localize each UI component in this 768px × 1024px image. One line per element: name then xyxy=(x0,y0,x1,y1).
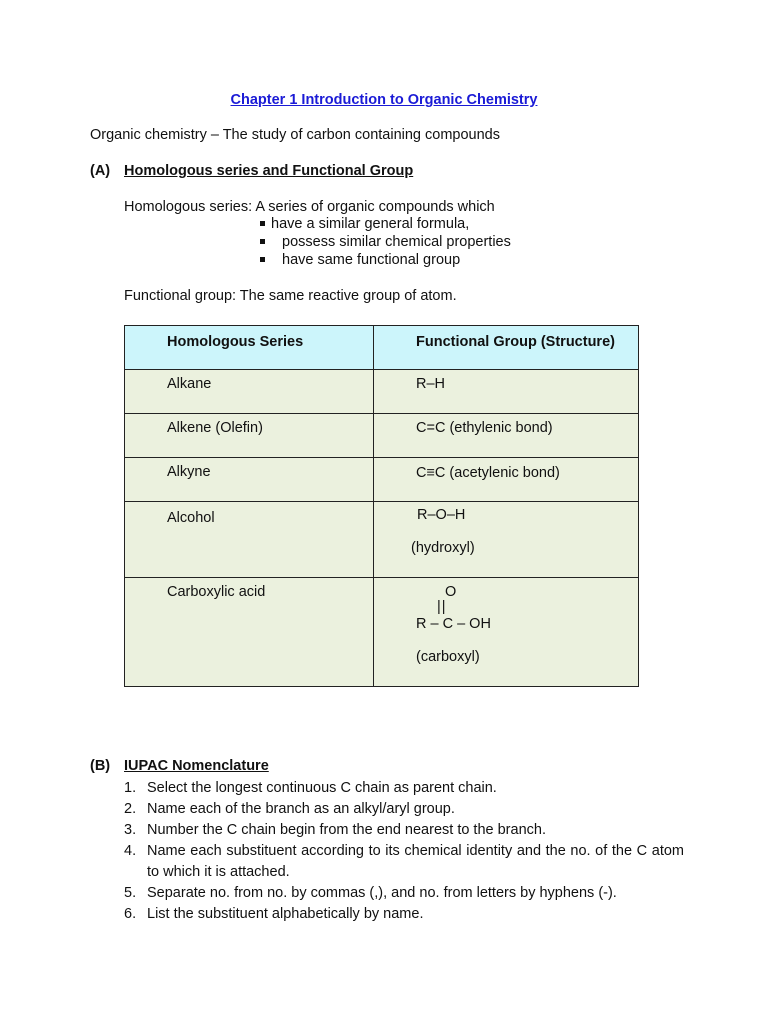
list-number: 3. xyxy=(124,822,137,838)
list-text: Select the longest continuous C chain as parent chain. xyxy=(147,780,497,796)
homologous-series-table xyxy=(124,325,639,687)
list-number: 5. xyxy=(124,885,137,901)
group-cell: R–O–H xyxy=(417,507,466,523)
bullet-text: have same functional group xyxy=(282,252,461,268)
list-text: Separate no. from no. by commas (,), and no. from letters by hyphens (-). xyxy=(147,885,617,901)
bullet-item xyxy=(260,216,469,232)
column-header: Homologous Series xyxy=(167,334,304,350)
bullet-text: possess similar chemical properties xyxy=(282,234,511,250)
section-a-heading xyxy=(90,163,414,179)
bullet-item xyxy=(260,252,460,268)
double-bond: || xyxy=(437,599,447,615)
list-item xyxy=(124,841,684,883)
group-cell: C≡C (acetylenic bond) xyxy=(416,465,560,481)
group-name: (carboxyl) xyxy=(416,649,480,665)
table-row xyxy=(125,458,639,502)
list-text: Number the C chain begin from the end nearest to the branch. xyxy=(147,822,546,838)
list-text: List the substituent alphabetically by name. xyxy=(147,906,424,922)
square-bullet-icon xyxy=(260,221,265,226)
list-item xyxy=(124,883,684,904)
group-name: (hydroxyl) xyxy=(411,540,475,556)
bullet-text: have a similar general formula, xyxy=(271,216,470,232)
table-header-row xyxy=(125,326,639,370)
series-cell: Alkane xyxy=(167,376,212,392)
list-number: 2. xyxy=(124,801,137,817)
iupac-rules-list xyxy=(124,778,684,925)
section-b-label: (B) xyxy=(90,758,111,774)
list-number: 1. xyxy=(124,780,137,796)
list-item xyxy=(124,799,684,820)
section-a-title: Homologous series and Functional Group xyxy=(124,163,414,179)
table-row xyxy=(125,370,639,414)
table-row xyxy=(125,414,639,458)
table-row xyxy=(125,502,639,578)
table-row xyxy=(125,578,639,687)
homologous-intro: Homologous series: A series of organic compounds which xyxy=(124,199,495,215)
page-title: Chapter 1 Introduction to Organic Chemistry xyxy=(230,92,538,108)
series-cell: Alcohol xyxy=(167,510,215,526)
list-text: Name each of the branch as an alkyl/aryl group. xyxy=(147,801,455,817)
section-a-label: (A) xyxy=(90,163,111,179)
definition-text: Organic chemistry – The study of carbon containing compounds xyxy=(90,127,500,143)
group-cell: R – C – OH xyxy=(416,616,491,632)
group-cell: C=C (ethylenic bond) xyxy=(416,420,553,436)
bullet-item xyxy=(260,234,511,250)
series-cell: Alkyne xyxy=(167,464,211,480)
carbonyl-oxygen: O xyxy=(445,584,457,600)
list-number: 4. xyxy=(124,843,137,859)
list-item xyxy=(124,904,684,925)
section-b-heading xyxy=(90,758,269,774)
list-item xyxy=(124,820,684,841)
functional-group-definition: Functional group: The same reactive group of atom. xyxy=(124,288,457,304)
column-header: Functional Group (Structure) xyxy=(416,334,615,350)
list-number: 6. xyxy=(124,906,137,922)
square-bullet-icon xyxy=(260,239,265,244)
group-cell: R–H xyxy=(416,376,446,392)
series-cell: Carboxylic acid xyxy=(167,584,266,600)
list-text: Name each substituent according to its chemical identity and the no. of the C atom to which it is attached. xyxy=(147,843,684,880)
list-item xyxy=(124,778,684,799)
square-bullet-icon xyxy=(260,257,265,262)
section-b-title: IUPAC Nomenclature xyxy=(124,758,269,774)
series-cell: Alkene (Olefin) xyxy=(167,420,263,436)
